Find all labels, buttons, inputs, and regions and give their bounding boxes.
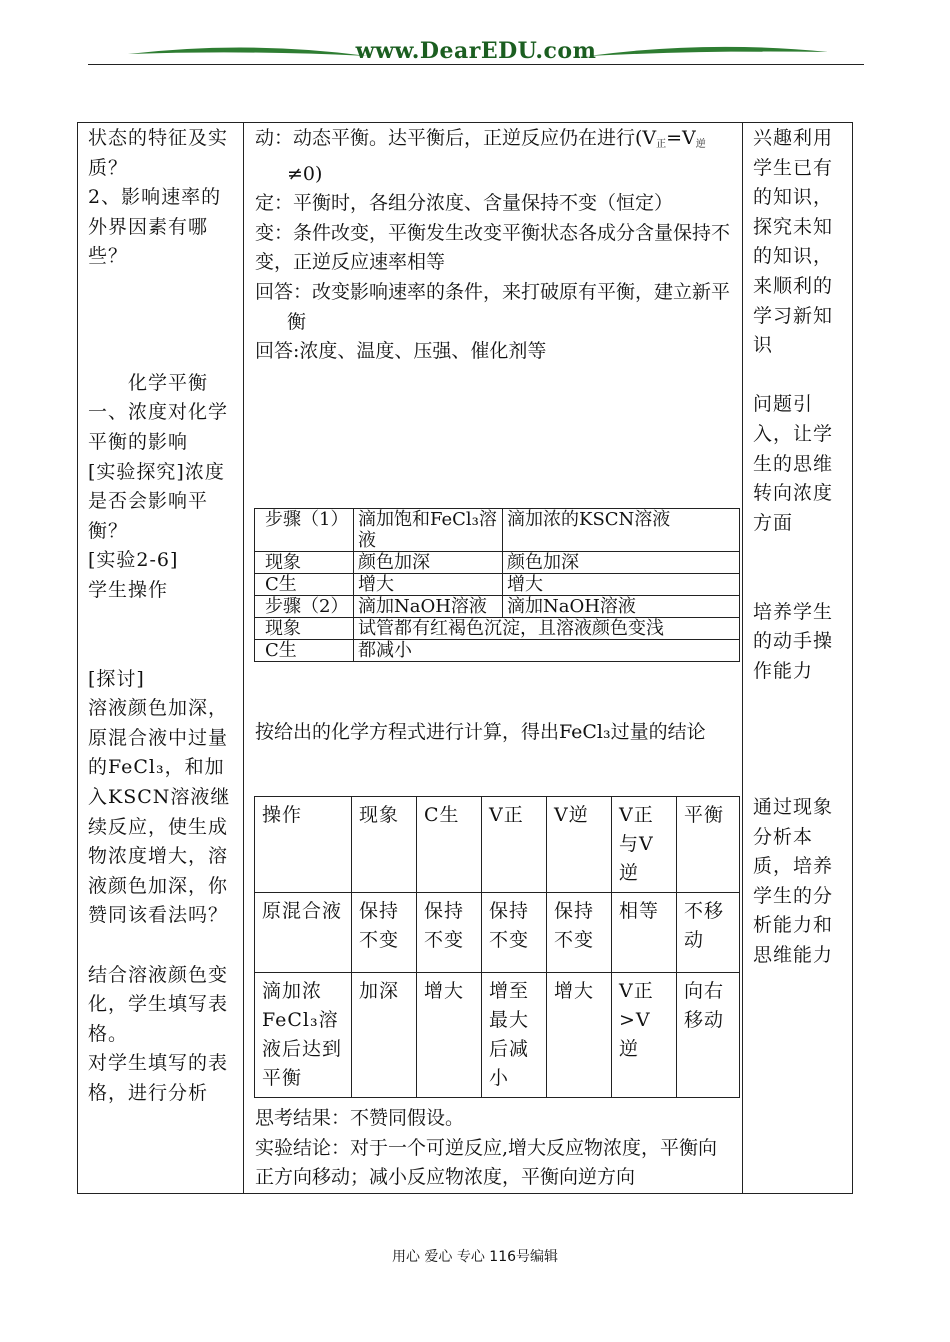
table-cell: C生 [255, 574, 354, 596]
table-header: 操作 [255, 797, 352, 893]
header-banner [88, 30, 864, 72]
left-text: 结合溶液颜色变化，学生填写表格。 [88, 963, 229, 1045]
site-logo[interactable]: www.DearEDU.com [355, 38, 597, 64]
left-text: [实验探究]浓度是否会影响平衡？ [88, 460, 225, 542]
table-header-row [255, 797, 740, 893]
table-cell: 颜色加深 [354, 552, 503, 574]
table-cell: 试管都有红褐色沉淀，且溶液颜色变浅 [354, 618, 740, 640]
table-cell: 原混合液 [255, 893, 352, 973]
table-header: 平衡 [677, 797, 740, 893]
table-header: 现象 [352, 797, 417, 893]
table-row [255, 574, 740, 596]
left-text: [探讨] [88, 667, 145, 690]
table-row [255, 893, 740, 973]
table-cell: 增至最大后减小 [482, 973, 547, 1098]
table-header: V正与V逆 [612, 797, 677, 893]
table-cell: 增大 [354, 574, 503, 596]
left-text: 化学平衡 [88, 371, 209, 394]
table-cell: 步骤（2） [255, 596, 354, 618]
table-cell: 不移动 [677, 893, 740, 973]
column-divider-2 [742, 122, 743, 1194]
right-text: 通过现象分析本质，培养学生的分析能力和思维能力 [753, 796, 834, 967]
table-cell: 保持不变 [417, 893, 482, 973]
mid-text-answer2: 回答:浓度、温度、压强、催化剂等 [255, 340, 547, 363]
analysis-table [254, 796, 740, 1098]
left-text: 一、浓度对化学平衡的影响 [88, 401, 229, 453]
right-text: 培养学生的动手操作能力 [753, 600, 834, 682]
table-header: V正 [482, 797, 547, 893]
table-cell: 保持不变 [352, 893, 417, 973]
left-text: 学生操作 [88, 578, 169, 601]
table-cell: 现象 [255, 552, 354, 574]
table-cell: 现象 [255, 618, 354, 640]
table-cell: 滴加浓的KSCN溶液 [503, 509, 740, 552]
table-row [255, 552, 740, 574]
left-text: 状态的特征及实质？ [88, 127, 229, 179]
right-text: 兴趣利用学生已有的知识，探究未知的知识，来顺利的学习新知识 [753, 127, 834, 357]
table-cell: 向右移动 [677, 973, 740, 1098]
teacher-activity-column [88, 124, 236, 1109]
design-intent-column [753, 124, 845, 971]
table-cell: 滴加浓FeCl₃溶液后达到平衡 [255, 973, 352, 1098]
table-cell: 增大 [503, 574, 740, 596]
thinking-result: 思考结果：不赞同假设。 [255, 1107, 465, 1129]
table-cell: 保持不变 [547, 893, 612, 973]
table-cell: 保持不变 [482, 893, 547, 973]
table-cell: 步骤（1） [255, 509, 354, 552]
left-text: 溶液颜色加深，原混合液中过量的FeCl₃，和加入KSCN溶液继续反应，使生成物浓度增大，溶液颜色加深，你赞同该看法吗？ [88, 697, 231, 927]
table-cell: 滴加NaOH溶液 [503, 596, 740, 618]
page-footer: 用心 爱心 专心 116号编辑 [391, 1249, 559, 1265]
table-cell: V正>V逆 [612, 973, 677, 1098]
calc-paragraph [255, 718, 735, 748]
table-cell: 颜色加深 [503, 552, 740, 574]
mid-text-dynamic: 动：动态平衡。达平衡后，正逆反应仍在进行$(V_正=V_逆\ne 0)$ [255, 127, 706, 185]
table-row [255, 509, 740, 552]
table-cell: 增大 [417, 973, 482, 1098]
table-cell: 加深 [352, 973, 417, 1098]
table-cell: 都减小 [354, 640, 740, 662]
table-cell: 相等 [612, 893, 677, 973]
table-cell: 增大 [547, 973, 612, 1098]
table-row [255, 640, 740, 662]
header-rule [88, 64, 864, 65]
left-text: 对学生填写的表格，进行分析 [88, 1052, 229, 1104]
conclusion-block [255, 1104, 735, 1193]
experiment-conclusion: 实验结论：对于一个可逆反应,增大反应物浓度，平衡向正方向移动；减小反应物浓度，平衡向逆方向 [255, 1136, 718, 1189]
left-text: 2、影响速率的外界因素有哪些？ [88, 186, 222, 268]
table-cell: 滴加NaOH溶液 [354, 596, 503, 618]
mid-text-fixed: 定：平衡时，各组分浓度、含量保持不变（恒定） [255, 192, 674, 215]
table-row [255, 596, 740, 618]
mid-text-change: 变：条件改变，平衡发生改变平衡状态各成分含量保持不变，正逆反应速率相等 [255, 221, 731, 274]
left-text: [实验2-6] [88, 549, 179, 572]
experiment-table [254, 508, 740, 662]
column-divider-1 [243, 122, 244, 1194]
table-header: V逆 [547, 797, 612, 893]
table-cell: C生 [255, 640, 354, 662]
table-row [255, 618, 740, 640]
table-cell: 滴加饱和FeCl₃溶液 [354, 509, 503, 552]
right-text: 问题引入，让学生的思维转向浓度方面 [753, 393, 834, 534]
table-header: C生 [417, 797, 482, 893]
student-activity-column [255, 124, 735, 367]
mid-text-answer1: 回答：改变影响速率的条件，来打破原有平衡，建立新平衡 [255, 280, 731, 333]
calc-text: 按给出的化学方程式进行计算，得出FeCl₃过量的结论 [255, 721, 706, 743]
table-row [255, 973, 740, 1098]
